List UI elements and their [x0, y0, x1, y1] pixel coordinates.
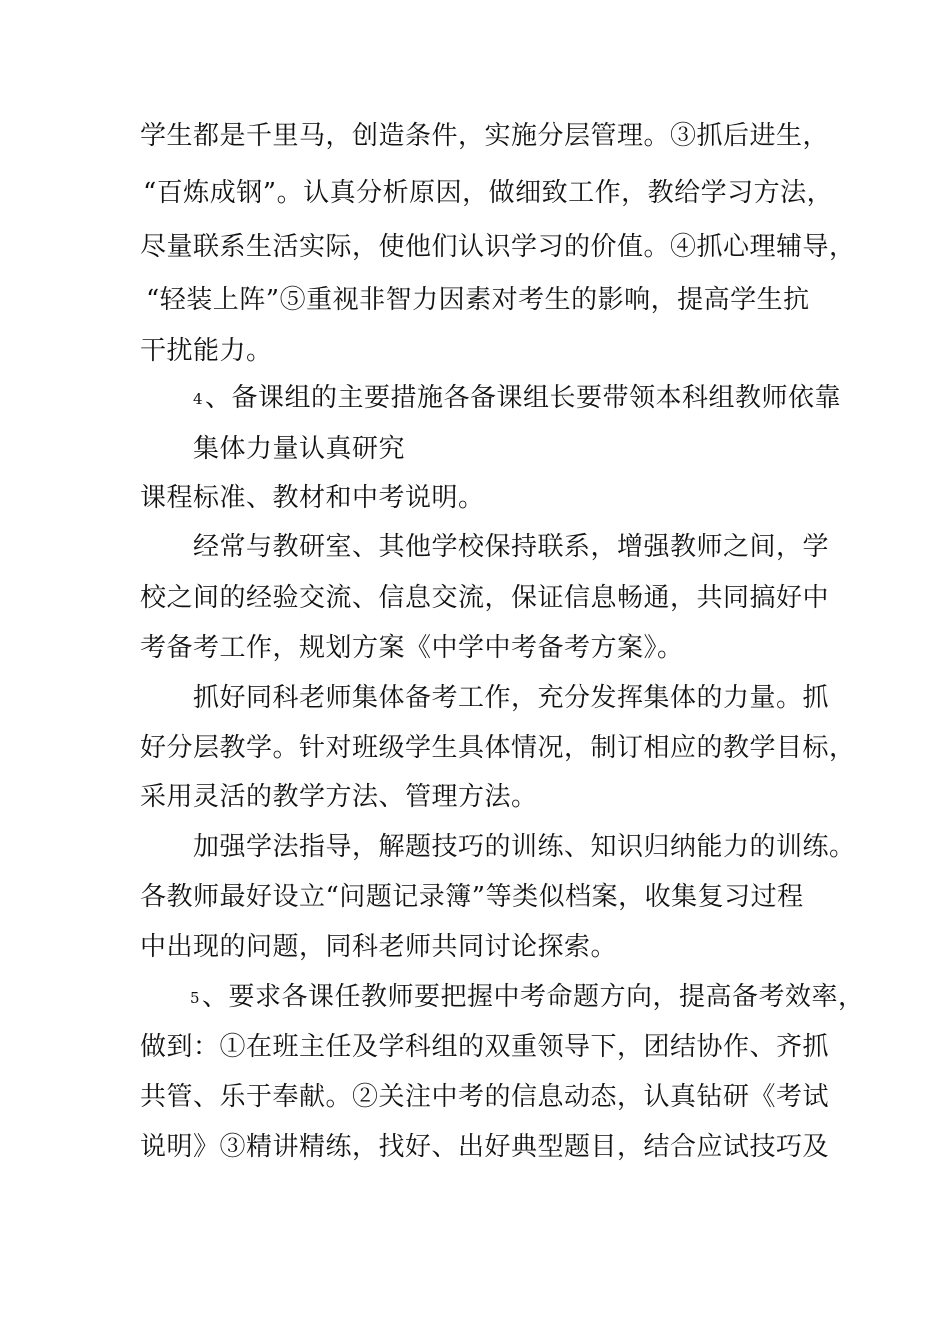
text-line-8: 课程标准、教材和中考说明。 [140, 483, 485, 513]
text-line-17: 中出现的问题，同科老师共同讨论探索。 [140, 932, 618, 962]
text-line-19: 做到：①在班主任及学科组的双重领导下，团结协作、齐抓 [140, 1032, 830, 1062]
text-line-14: 采用灵活的教学方法、管理方法。 [140, 782, 538, 812]
item-4-line [193, 383, 893, 414]
text-line-20: 共管、乐于奉献。②关注中考的信息动态，认真钻研《考试 [140, 1082, 830, 1112]
text-line-1: 学生都是千里马，创造条件，实施分层管理。③抓后进生， [140, 121, 830, 151]
text-line-4: “轻装上阵”⑤重视非智力因素对考生的影响，提高学生抗 [146, 285, 810, 315]
item-4-text: 、备课组的主要措施各备课组长要带领本科组教师依靠 [205, 383, 842, 413]
text-line-10: 校之间的经验交流、信息交流，保证信息畅通，共同搞好中 [140, 583, 830, 613]
text-line-2: “百炼成钢”。认真分析原因，做细致工作，教给学习方法， [143, 178, 834, 208]
text-line-13: 好分层教学。针对班级学生具体情况，制订相应的教学目标， [140, 733, 856, 763]
text-line-16: 各教师最好设立“问题记录簿”等类似档案，收集复习过程 [140, 882, 804, 912]
item-4-number: 4 [193, 390, 204, 408]
text-line-3: 尽量联系生活实际，使他们认识学习的价值。④抓心理辅导， [140, 232, 856, 262]
item-5-line [190, 982, 890, 1013]
text-line-15: 加强学法指导，解题技巧的训练、知识归纳能力的训练。 [193, 832, 856, 862]
text-line-9: 经常与教研室、其他学校保持联系，增强教师之间，学 [193, 532, 830, 562]
text-line-7: 集体力量认真研究 [193, 434, 406, 464]
text-line-12: 抓好同科老师集体备考工作，充分发挥集体的力量。抓 [193, 683, 830, 713]
text-line-11: 考备考工作，规划方案《中学中考备考方案》。 [140, 633, 684, 663]
text-line-5: 干扰能力。 [140, 336, 273, 366]
item-5-number: 5 [190, 989, 201, 1007]
text-line-21: 说明》③精讲精练，找好、出好典型题目，结合应试技巧及 [140, 1132, 830, 1162]
item-5-text: 、要求各课任教师要把握中考命题方向，提高备考效率， [202, 982, 865, 1012]
